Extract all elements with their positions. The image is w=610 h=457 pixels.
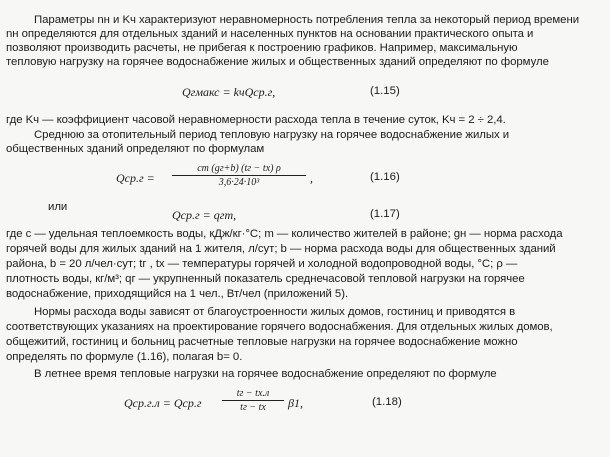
text-line: общежитий, гостиниц и больниц расчетные тепловые нагрузки на горячее водоснабжение можно xyxy=(6,336,518,348)
text-line: плотность воды, кг/м³; qг — укрупненный показатель среднечасовой тепловой нагрузки на горячее xyxy=(6,273,525,285)
formula-1-18-lhs: Qср.г.л = Qср.г xyxy=(124,396,202,410)
equation-number: (1.15) xyxy=(370,85,400,97)
text-line: или xyxy=(48,201,68,213)
equation-number: (1.16) xyxy=(370,171,400,183)
equation-number: (1.17) xyxy=(370,208,400,220)
text-line: где Kч — коэффициент часовой неравномерности расхода тепла в течение суток, Kч = 2 ÷ 2,4. xyxy=(6,114,506,126)
fraction-denominator: 3,6·24·10³ xyxy=(218,177,260,188)
equation-number: (1.18) xyxy=(372,396,402,408)
text-line: тепловую нагрузку на горячее водоснабжение жилых и общественных зданий определяют по формуле xyxy=(6,56,549,68)
text-line: позволяют производить расчеты, не прибегая к построению графиков. Например, максимальную xyxy=(6,42,518,54)
text-line: nн определяются для отдельных зданий и населенных пунктов на основании практического опыта и xyxy=(6,28,534,40)
text-line: района, b = 20 л/чел·сут; tг , tх — температуры горячей и холодной водопроводной воды, °C; ρ — xyxy=(6,258,518,270)
formula-1-18-fraction xyxy=(222,388,284,413)
formula-1-15: Qгмакс = kчQср.г, xyxy=(182,85,276,99)
fraction-denominator: tг − tх xyxy=(240,402,266,413)
text-line: водоснабжение, приходящийся на 1 чел., Вт/чел (приложений 5). xyxy=(6,288,349,300)
text-line: соответствующих указаниях на проектирование горячего водоснабжения. Для отдельных жилых домов, xyxy=(6,321,553,333)
text-line: где c — удельная теплоемкость воды, кДж/кг·°C; m — количество жителей в районе; gн — норма расхода xyxy=(6,228,563,240)
text-line: В летнее время тепловые нагрузки на горячее водоснабжение определяют по формуле xyxy=(34,368,497,380)
text-line: Параметры nн и Kч характеризуют неравномерность потребления тепла за некоторый период времени xyxy=(34,14,580,26)
text-line: горячей воды для жилых зданий на 1 жителя, л/сут; b — норма расхода воды для общественных зданий xyxy=(6,243,556,255)
formula-1-16-fraction xyxy=(172,163,306,188)
formula-1-18-tail: β1, xyxy=(288,396,303,410)
fraction-numerator: tг − tх.л xyxy=(222,388,284,401)
formula-1-16-lhs: Qср.г = xyxy=(116,171,155,185)
fraction-numerator: cm (gг+b) (tг − tх) ρ xyxy=(172,163,306,176)
text-line: Среднюю за отопительный период тепловую нагрузку на горячее водоснабжение жилых и xyxy=(34,129,510,141)
text-line: определять по формуле (1.16), полагая b= 0. xyxy=(6,351,243,363)
text-line: Нормы расхода воды зависят от благоустроенности жилых домов, гостиниц и приводятся в xyxy=(34,306,516,318)
formula-1-16-tail: , xyxy=(310,171,313,185)
formula-1-17: Qср.г = qгm, xyxy=(172,208,237,222)
text-line: общественных зданий определяют по формулам xyxy=(6,143,265,155)
